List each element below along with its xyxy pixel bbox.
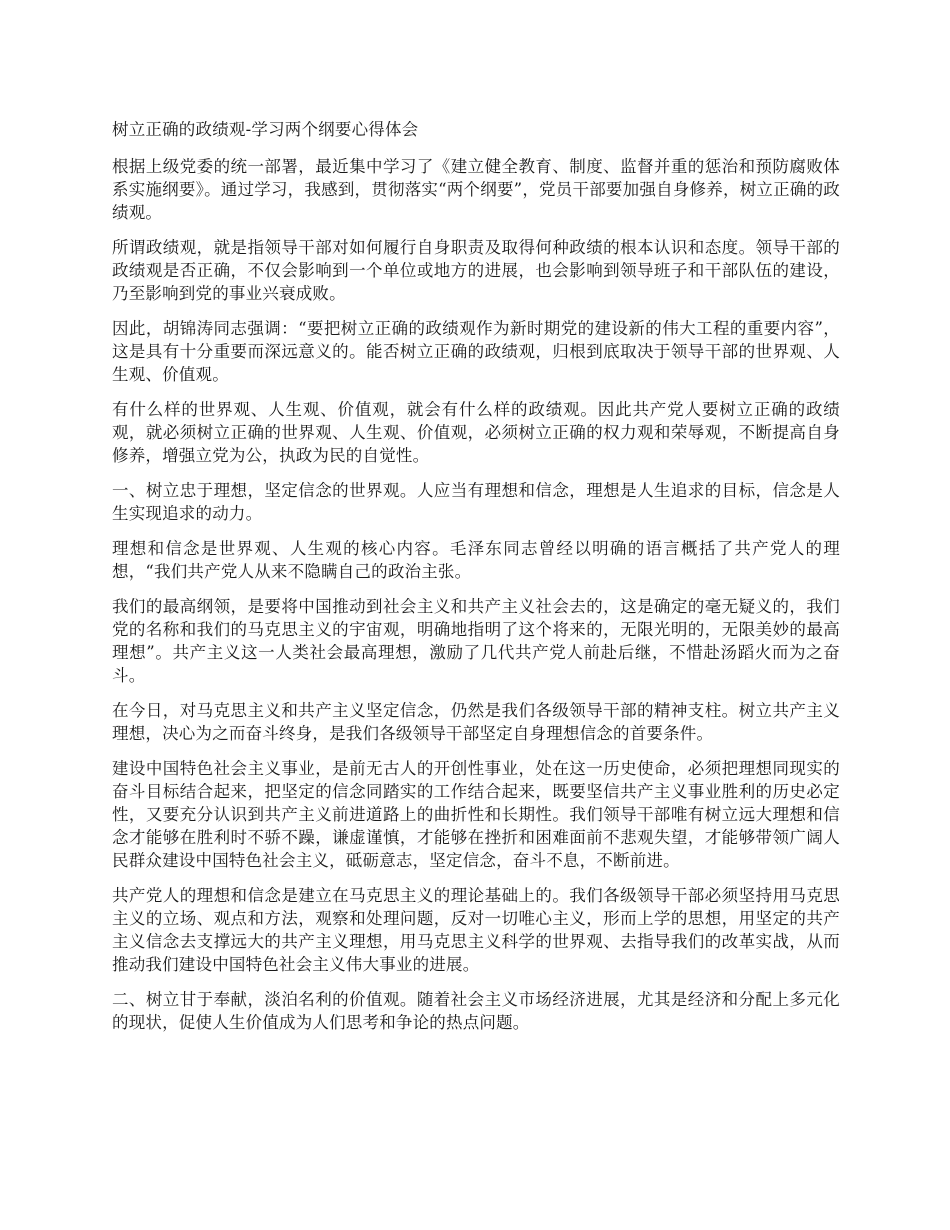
paragraph: 根据上级党委的统一部署，最近集中学习了《建立健全教育、制度、监督并重的惩治和预防腐败体系实施纲要》。通过学习，我感到，贯彻落实“两个纲要”，党员干部要加强自身修养，树立正确的政绩观。 (112, 157, 840, 222)
document-page (112, 118, 840, 1046)
paragraph: 共产党人的理想和信念是建立在马克思主义的理论基础上的。我们各级领导干部必须坚持用马克思主义的立场、观点和方法，观察和处理问题，反对一切唯心主义，形而上学的思想，用坚定的共产主义信念去支撑远大的共产主义理想，用马克思主义科学的世界观、去指导我们的改革实战，从而推动我们建设中国特色社会主义伟大事业的进展。 (112, 886, 840, 974)
paragraph: 理想和信念是世界观、人生观的核心内容。毛泽东同志曾经以明确的语言概括了共产党人的理想，“我们共产党人从来不隐瞒自己的政治主张。 (112, 539, 840, 581)
paragraph: 在今日，对马克思主义和共产主义坚定信念，仍然是我们各级领导干部的精神支柱。树立共产主义理想，决心为之而奋斗终身，是我们各级领导干部坚定自身理想信念的首要条件。 (112, 701, 840, 743)
paragraph: 所谓政绩观，就是指领导干部对如何履行自身职责及取得何种政绩的根本认识和态度。领导干部的政绩观是否正确，不仅会影响到一个单位或地方的进展，也会影响到领导班子和干部队伍的建设，乃至影响到党的事业兴衰成败。 (112, 238, 840, 303)
section-two-heading-paragraph: 二、树立甘于奉献，淡泊名利的价值观。随着社会主义市场经济进展，尤其是经济和分配上多元化的现状，促使人生价值成为人们思考和争论的热点问题。 (112, 990, 840, 1032)
document-title: 树立正确的政绩观-学习两个纲要心得体会 (112, 120, 419, 139)
paragraph: 建设中国特色社会主义事业，是前无古人的开创性事业，处在这一历史使命，必须把理想同现实的奋斗目标结合起来，把坚定的信念同踏实的工作结合起来，既要坚信共产主义事业胜利的历史必定性，又要充分认识到共产主义前进道路上的曲折性和长期性。我们领导干部唯有树立远大理想和信念才能够在胜利时不骄不躁，谦虚谨慎，才能够在挫折和困难面前不悲观失望，才能够带领广阔人民群众建设中国特色社会主义，砥砺意志，坚定信念，奋斗不息，不断前进。 (112, 759, 840, 870)
paragraph: 我们的最高纲领，是要将中国推动到社会主义和共产主义社会去的，这是确定的毫无疑义的，我们党的名称和我们的马克思主义的宇宙观，明确地指明了这个将来的，无限光明的，无限美妙的最高理想”。共产主义这一人类社会最高理想，激励了几代共产党人前赴后继，不惜赴汤蹈火而为之奋斗。 (112, 597, 840, 685)
paragraph: 因此，胡锦涛同志强调：“要把树立正确的政绩观作为新时期党的建设新的伟大工程的重要内容”，这是具有十分重要而深远意义的。能否树立正确的政绩观，归根到底取决于领导干部的世界观、人生观、价值观。 (112, 319, 840, 384)
paragraph: 有什么样的世界观、人生观、价值观，就会有什么样的政绩观。因此共产党人要树立正确的政绩观，就必须树立正确的世界观、人生观、价值观，必须树立正确的权力观和荣辱观，不断提高自身修养，增强立党为公，执政为民的自觉性。 (112, 400, 840, 465)
section-one-heading-paragraph: 一、树立忠于理想，坚定信念的世界观。人应当有理想和信念，理想是人生追求的目标，信念是人生实现追求的动力。 (112, 481, 840, 523)
